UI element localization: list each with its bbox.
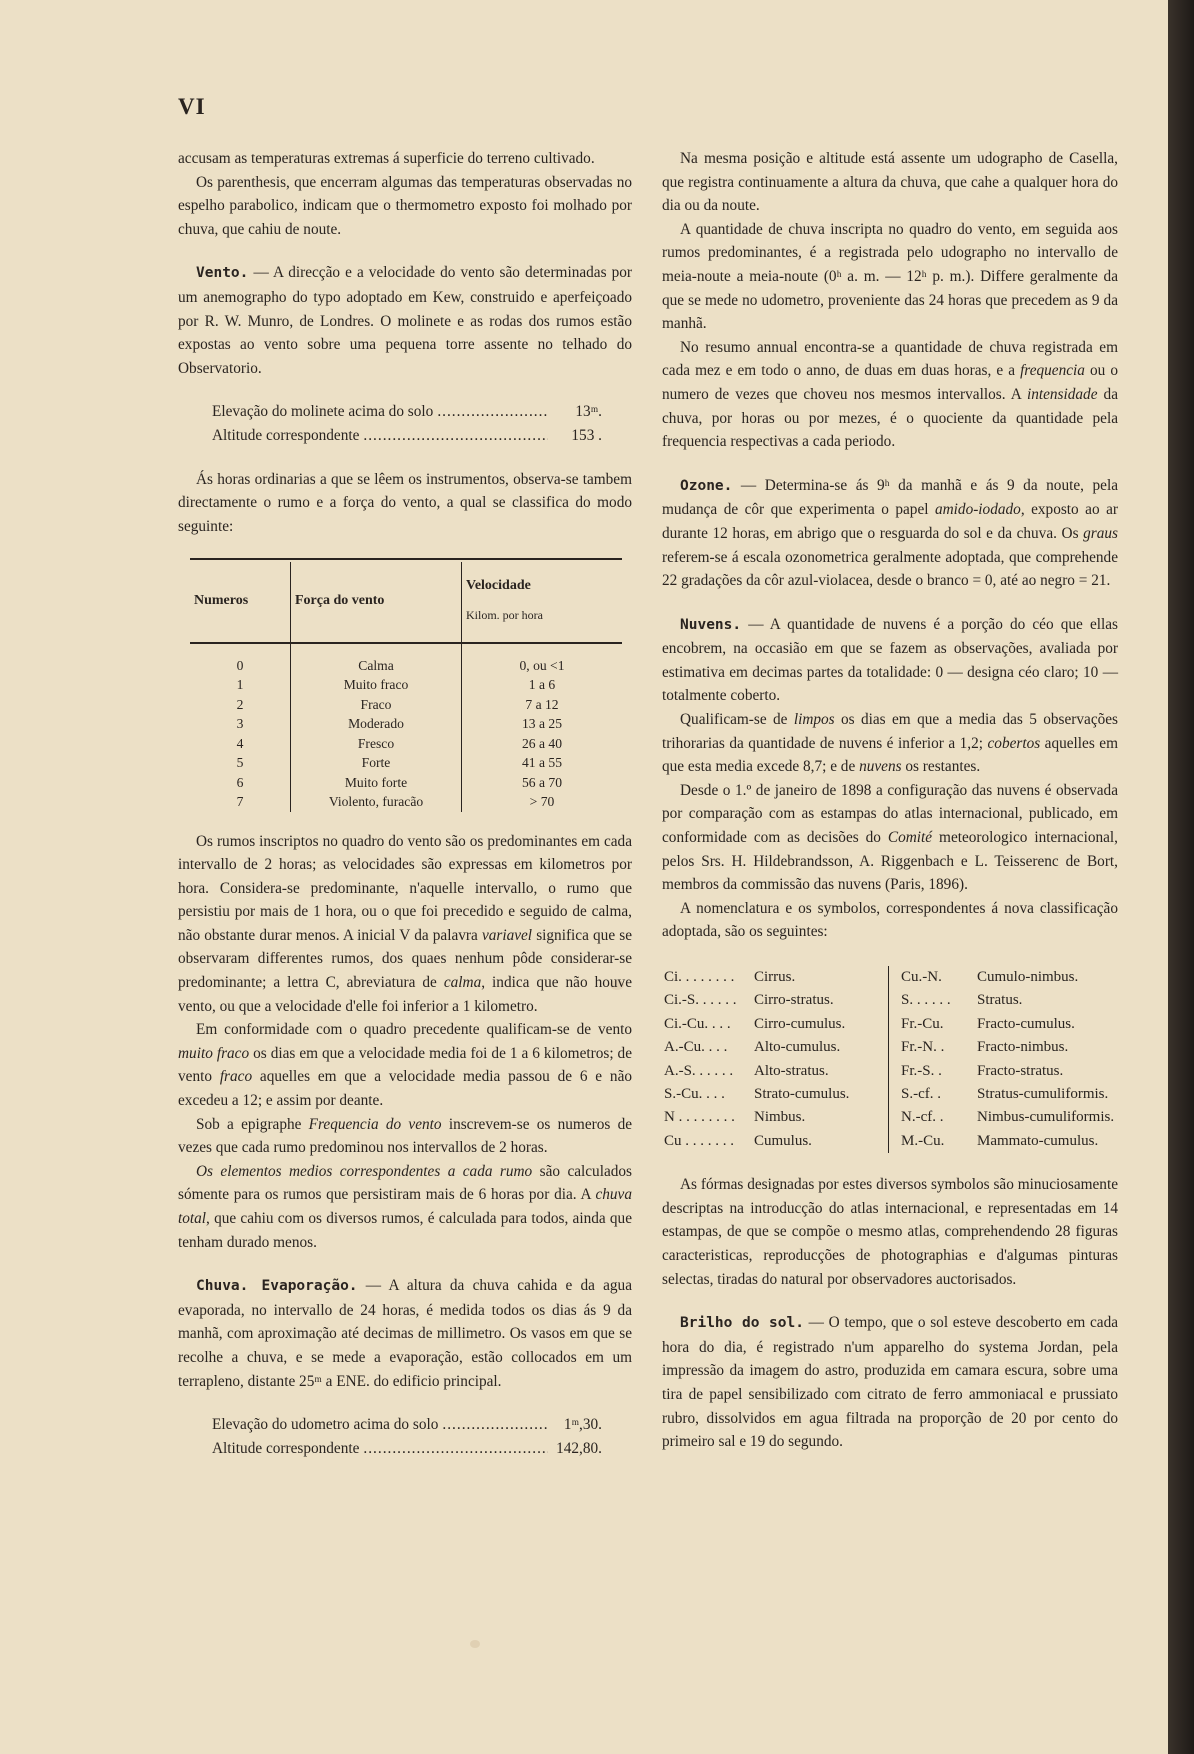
right-column: [662, 147, 1118, 1454]
cloud-name: Mammato-cumulus.: [977, 1132, 1099, 1149]
cloud-name: Stratus.: [977, 992, 1023, 1009]
paragraph: Sob a epigraphe Frequencia do vento inscrevem-se os numeros de vezes que cada rumo predominou nos intervallos de 2 horas.: [178, 1115, 633, 1157]
table-header-velocidade: Velocidade Kilom. por hora: [462, 562, 623, 642]
paragraph: Qualificam-se de limpos os dias em que a media das 5 observações trihorarias da quantidade de nuvens é inferior a 1,2; cobertos aquelles em que esta media excede 8,7; e de nuvens os restantes.: [662, 711, 1119, 776]
table-cell-forca: Violento, furacão: [291, 792, 462, 812]
cloud-name: Cirro-cumulus.: [754, 1015, 846, 1032]
cloud-symbol: S. . . . . .: [901, 992, 951, 1009]
table-cell-numero: 1: [190, 675, 291, 695]
section-heading-chuva: Chuva. Evaporação.: [196, 1278, 358, 1295]
paragraph: As fórmas designadas por estes diversos symbolos são minuciosamente descriptas na introducção do atlas internacional, e representadas em 14 estampas, de que se compõe o mesmo atlas, comprehendendo 28 figuras caracteristicas, reproducções de photographias e d'algumas pinturas selectas, tiradas do natural por observadores auctorisados.: [662, 1176, 1118, 1288]
cloud-symbol-row: [901, 1013, 1114, 1036]
paragraph: Os rumos inscriptos no quadro do vento são os predominantes em cada intervallo de 2 horas; as velocidades são expressas em kilometros por hora. Considera-se predominante, n'aquelle intervallo, o rumo que persistiu por mais de 1 hora, ou o que foi precedido e seguido de calma, não obstante durar menos. A inicial V da palavra variavel significa que se observaram differentes rumos, dos quaes nenhum pôde considerar-se predominante; a lettra C, abreviatura de calma, indica que não houve vento, ou que a velocidade d'elle foi inferior a 1 kilometro.: [178, 832, 632, 1015]
table-cell-forca: Forte: [291, 753, 462, 773]
cloud-symbol-row: [901, 989, 1114, 1012]
cloud-name: Nimbus.: [754, 1109, 806, 1126]
table-row: [190, 643, 622, 676]
paragraph: Ás horas ordinarias a que se lêem os instrumentos, observa-se tambem directamente o rumo e a força do vento, a qual se classifica do modo seguinte:: [178, 470, 632, 535]
cloud-name: Alto-cumulus.: [754, 1039, 841, 1056]
cloud-symbol-row: [901, 1036, 1114, 1059]
cloud-symbol-row: [901, 1106, 1114, 1129]
cloud-name: Cirro-stratus.: [754, 992, 834, 1009]
paper-stain: [470, 1640, 480, 1648]
cloud-symbol-row: [901, 1083, 1114, 1106]
table-row: [190, 714, 622, 734]
cloud-symbol-row: [901, 966, 1114, 989]
paragraph: Os parenthesis, que encerram algumas das temperaturas observadas no espelho parabolico, indicam que o thermometro exposto foi molhado por chuva, que cahiu de noute.: [178, 173, 632, 238]
cloud-symbol: S.-cf. .: [901, 1086, 941, 1103]
table-header-numeros: Numeros: [190, 562, 291, 642]
table-row: [190, 695, 622, 715]
cloud-symbol: Ci.-Cu. . . .: [664, 1015, 731, 1032]
table-cell-numero: 6: [190, 773, 291, 793]
cloud-symbol-row: [664, 989, 888, 1012]
cloud-symbol: Fr.-S. .: [901, 1062, 942, 1079]
elevation-molinete-line: Elevação do molinete acima do solo ..... 13ᵐ.: [212, 400, 602, 424]
table-cell-velocidade: 26 a 40: [521, 735, 563, 751]
table-cell-numero: 4: [190, 734, 291, 754]
section-brilho: Brilho do sol. — O tempo, que o sol esteve descoberto em cada hora do dia, é registrado n'um apparelho do systema Jordan, pela impressão da imagem do astro, produzida em camara escura, sobre uma tira de papel sensibilizado com citrato de ferro ammoniacal e prussiato rubro, dissolvidos em agua filtrada na proporção de 20 por cento do primeiro sal e 19 do segundo.: [662, 1314, 1119, 1451]
paragraph: No resumo annual encontra-se a quantidade de chuva registrada em cada mez e em todo o anno, de duas em duas horas, e a frequencia ou o numero de vezes que choveu nos mesmos intervallos. A intensidade da chuva, por horas ou por mezes, é o quociente da quantidade pela frequencia respectivas a cada periodo.: [662, 338, 1119, 451]
table-cell-numero: 5: [190, 753, 291, 773]
cloud-symbol-row: [664, 1106, 888, 1129]
table-cell-forca: Fresco: [291, 734, 462, 754]
table-header-forca: Força do vento: [291, 562, 462, 642]
table-cell-forca: Fraco: [291, 695, 462, 715]
table-cell-velocidade: 56 a 70: [521, 774, 563, 790]
cloud-name: Nimbus-cumuliformis.: [977, 1109, 1115, 1126]
table-row: [190, 734, 622, 754]
cloud-symbol: Ci.-S. . . . . .: [664, 992, 737, 1009]
table-cell-velocidade: 7 a 12: [525, 696, 559, 712]
table-cell-forca: Calma: [291, 643, 462, 676]
cloud-symbol: N . . . . . . . .: [664, 1109, 735, 1126]
paragraph: Em conformidade com o quadro precedente qualificam-se de vento muito fraco os dias em que a velocidade media foi de 1 a 6 kilometros; de vento fraco aquelles em que a velocidade media passou de 6 e não excedeu a 12; e assim por deante.: [178, 1021, 633, 1110]
table-row: [190, 675, 622, 695]
cloud-name: Fracto-nimbus.: [977, 1039, 1069, 1056]
cloud-symbol: Cu.-N.: [901, 969, 942, 985]
cloud-symbol: Ci. . . . . . . .: [664, 969, 735, 985]
cloud-name: Strato-cumulus.: [754, 1086, 850, 1103]
section-vento: Vento. — A direcção e a velocidade do vento são determinadas por um anemographo do typo adoptado em Kew, construido e aperfeiçoado por R. W. Munro, de Londres. O molinete e as rodas dos rumos estão expostas ao vento sobre uma pequena torre assente no telhado do Observatorio.: [178, 264, 632, 377]
cloud-symbol: N.-cf. .: [901, 1109, 944, 1126]
cloud-symbol-row: [664, 966, 888, 989]
wind-force-table: [190, 558, 622, 811]
paragraph: Os elementos medios correspondentes a cada rumo são calculados sómente para os rumos que persistiram mais de 6 horas por dia. A chuva total, que cahiu com os diversos rumos, é calculada para todos, ainda que tenham durado menos.: [178, 1162, 632, 1251]
table-cell-velocidade: 41 a 55: [521, 755, 563, 770]
page-edge-shadow: [1168, 0, 1194, 1754]
section-heading-brilho: Brilho do sol.: [680, 1315, 804, 1332]
cloud-symbol: Fr.-Cu.: [901, 1015, 944, 1032]
section-heading-vento: Vento.: [196, 265, 249, 282]
cloud-symbol-row: [664, 1013, 888, 1036]
table-row: [190, 753, 622, 773]
table-cell-numero: 3: [190, 714, 291, 734]
cloud-symbols-right: [889, 966, 1114, 1153]
elevation-udometro-line: Elevação do udometro acima do solo ..... 1ᵐ,30.: [212, 1413, 602, 1437]
cloud-symbol-row: [664, 1130, 888, 1153]
page-number: VI: [178, 94, 206, 119]
paragraph: Desde o 1.º de janeiro de 1898 a configuração das nuvens é observada por comparação com as estampas do atlas internacional, publicado, em conformidade com as decisões do Comité meteorologico internacional, pelos Srs. H. Hildebrandsson, A. Riggenbach e L. Teisserenc de Bort, membros da commissão das nuvens (Paris, 1896).: [662, 781, 1119, 894]
altitude-chuva-line: Altitude correspondente ..... 142,80.: [212, 1437, 602, 1461]
table-cell-numero: 7: [190, 792, 291, 812]
table-cell-velocidade: 1 a 6: [528, 677, 556, 692]
cloud-name: Cumulo-nimbus.: [977, 969, 1079, 985]
cloud-symbols-left: [664, 966, 889, 1153]
section-heading-nuvens: Nuvens.: [680, 616, 742, 633]
table-cell-forca: Moderado: [291, 714, 462, 734]
cloud-symbol: S.-Cu. . . .: [664, 1086, 725, 1103]
cloud-symbol: Fr.-N. .: [901, 1039, 945, 1056]
table-cell-numero: 0: [190, 643, 291, 676]
paragraph: accusam as temperaturas extremas á superficie do terreno cultivado.: [178, 150, 595, 167]
cloud-symbol-row: [901, 1060, 1114, 1083]
table-cell-velocidade: 0, ou <1: [519, 657, 565, 673]
section-heading-ozone: Ozone.: [680, 477, 733, 494]
cloud-symbol: M.-Cu.: [901, 1132, 945, 1149]
cloud-symbols-list: [664, 966, 1118, 1153]
cloud-name: Fracto-stratus.: [977, 1062, 1064, 1079]
cloud-symbol-row: [664, 1083, 888, 1106]
cloud-symbol: A.-Cu. . . .: [664, 1039, 728, 1056]
section-chuva: Chuva. Evaporação. — A altura da chuva cahida e da agua evaporada, no intervallo de 24 horas, é medida todos os dias ás 9 da manhã, com aproximação até decimas de millimetro. Os vasos em que se recolhe a chuva, e se mede a evaporação, estão collocados em um terrapleno, distante 25ᵐ a ENE. do edificio principal.: [178, 1277, 632, 1390]
cloud-name: Alto-stratus.: [754, 1062, 829, 1079]
cloud-name: Cirrus.: [754, 969, 796, 985]
section-nuvens: Nuvens. — A quantidade de nuvens é a porção do céo que ellas encobrem, na occasião em que se fazem as observações, avaliada por estimativa em decimas partes da totalidade: 0 — designa céo claro; 10 — totalmente coberto.: [662, 615, 1118, 705]
table-row: [190, 773, 622, 793]
table-cell-forca: Muito fraco: [291, 675, 462, 695]
table-cell-forca: Muito forte: [291, 773, 462, 793]
cloud-symbol-row: [664, 1060, 888, 1083]
cloud-name: Fracto-cumulus.: [977, 1015, 1075, 1032]
table-cell-numero: 2: [190, 695, 291, 715]
table-row: [190, 792, 622, 812]
cloud-symbol: A.-S. . . . . .: [664, 1062, 734, 1079]
left-column: [178, 147, 632, 1460]
table-cell-velocidade: 13 a 25: [521, 716, 563, 731]
table-cell-velocidade: > 70: [529, 794, 555, 809]
cloud-symbol-row: [664, 1036, 888, 1059]
cloud-name: Stratus-cumuliformis.: [977, 1086, 1109, 1103]
paragraph: Na mesma posição e altitude está assente um udographo de Casella, que registra continuamente a altura da chuva, que cahe a qualquer hora do dia ou da noute.: [662, 150, 1118, 215]
cloud-symbol: Cu . . . . . . .: [664, 1132, 735, 1149]
cloud-symbol-row: [901, 1130, 1114, 1153]
cloud-name: Cumulus.: [754, 1132, 812, 1149]
section-ozone: Ozone. — Determina-se ás 9ʰ da manhã e ás 9 da noute, pela mudança de côr que experimenta o papel amido-iodado, exposto ao ar durante 12 horas, em abrigo que o resguarda do sol e da chuva. Os graus referem-se á escala ozonometrica geralmente adoptada, que comprehende 22 gradações da côr azul-violacea, desde o branco = 0, até ao negro = 21.: [662, 476, 1118, 590]
altitude-vento-line: Altitude correspondente ..... 153 .: [212, 424, 602, 448]
paragraph: A nomenclatura e os symbolos, correspondentes á nova classificação adoptada, são os seguintes:: [662, 899, 1118, 941]
paragraph: A quantidade de chuva inscripta no quadro do vento, em seguida aos rumos predominantes, é a registrada pelo udographo no intervallo de meia-noute a meia-noute (0ʰ a. m. — 12ʰ p. m.). Differe geralmente da que se mede no udometro, proveniente das 24 horas que precedem as 9 da manhã.: [662, 220, 1118, 333]
